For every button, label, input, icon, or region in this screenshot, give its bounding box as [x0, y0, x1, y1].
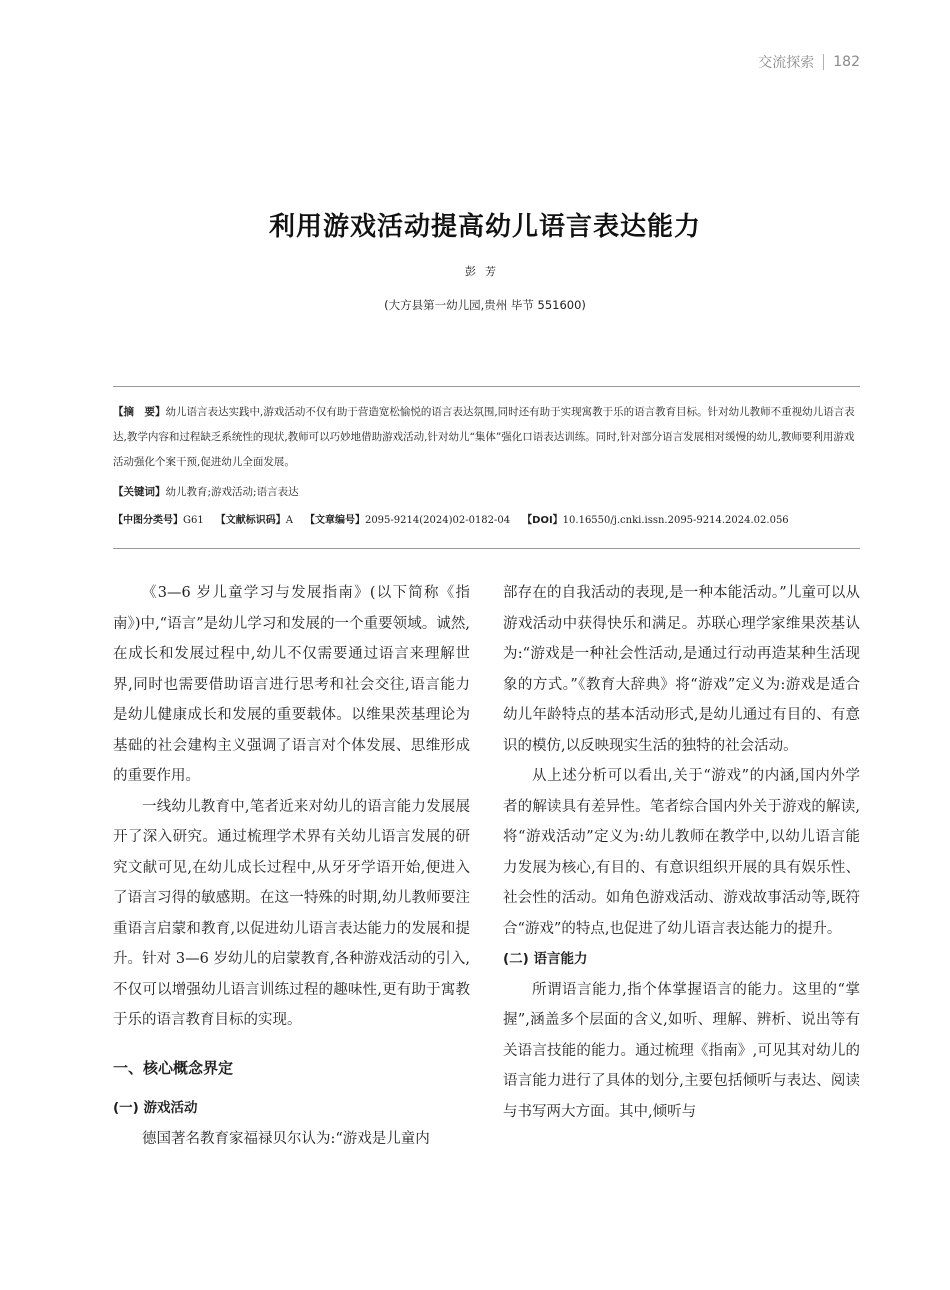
- left-column: [113, 578, 470, 1154]
- article-number-value: 2095-9214(2024)02-0182-04: [364, 515, 511, 526]
- classification-line: [113, 508, 873, 533]
- header-divider: [823, 54, 824, 70]
- right-column: [503, 578, 860, 1127]
- subsection-heading: (一) 游戏活动: [113, 1100, 198, 1116]
- abstract-label: 【摘 要】: [113, 406, 166, 418]
- keywords-label: 【关键词】: [113, 486, 166, 498]
- paragraph: 德国著名教育家福禄贝尔认为:“游戏是儿童内: [142, 1130, 430, 1147]
- doi-label: 【DOI】: [522, 515, 563, 526]
- author-name: 彭芳: [465, 265, 505, 278]
- paragraph: 一线幼儿教育中,笔者近来对幼儿的语言能力发展展开了深入研究。通过梳理学术界有关幼儿语言发展的研究文献可见,在幼儿成长过程中,从牙牙学语开始,便进入了语言习得的敏感期。在这一特殊的时期,幼儿教师要注重语言启蒙和教育,以促进幼儿语言表达能力的发展和提升。针对 3—6 岁幼儿的启蒙教育,各种游戏活动的引入,不仅可以增强幼儿语言训练过程的趣味性,更有助于寓教于乐的语言教育目标的实现。: [113, 798, 470, 1028]
- section-heading: 一、核心概念界定: [113, 1058, 234, 1077]
- page-number: 182: [833, 54, 860, 70]
- doi-value: 10.16550/j.cnki.issn.2095-9214.2024.02.056: [562, 515, 789, 526]
- bottom-divider: [113, 548, 860, 549]
- clc-value: G61: [183, 515, 204, 526]
- running-header: [758, 52, 860, 72]
- paragraph: 部存在的自我活动的表现,是一种本能活动。”儿童可以从游戏活动中获得快乐和满足。苏联心理学家维果茨基认为:“游戏是一种社会性活动,是通过行动再造某种生活现象的方式。”《教育大辞典》将“游戏”定义为:游戏是适合幼儿年龄特点的基本活动形式,是幼儿通过有目的、有意识的模仿,以反映现实生活的独特的社会活动。: [503, 585, 860, 754]
- paragraph: 从上述分析可以看出,关于“游戏”的内涵,国内外学者的解读具有差异性。笔者综合国内外关于游戏的解读,将“游戏活动”定义为:幼儿教师在教学中,以幼儿语言能力发展为核心,有目的、有意识组织开展的具有娱乐性、社会性的活动。如角色游戏活动、游戏故事活动等,既符合“游戏”的特点,也促进了幼儿语言表达能力的提升。: [503, 768, 860, 937]
- section-name: 交流探索: [758, 55, 815, 71]
- subsection-heading: (二) 语言能力: [503, 951, 588, 967]
- abstract: [113, 400, 860, 475]
- author-affiliation: (大方县第一幼儿园,贵州 毕节 551600): [384, 298, 586, 312]
- article-title: 利用游戏活动提高幼儿语言表达能力: [268, 212, 701, 242]
- keywords-text: 幼儿教育;游戏活动;语言表达: [165, 486, 299, 498]
- clc-label: 【中图分类号】: [113, 515, 183, 526]
- doc-code-value: A: [285, 515, 293, 526]
- doc-code-label: 【文献标识码】: [215, 515, 286, 526]
- article-number-label: 【文章编号】: [304, 515, 365, 526]
- paragraph: 《3—6 岁儿童学习与发展指南》(以下简称《指南》)中,“语言”是幼儿学习和发展的一个重要领域。诚然,在成长和发展过程中,幼儿不仅需要通过语言来理解世界,同时也需要借助语言进行思考和社会交往,语言能力是幼儿健康成长和发展的重要载体。以维果茨基理论为基础的社会建构主义强调了语言对个体发展、思维形成的重要作用。: [113, 585, 470, 784]
- abstract-text: 幼儿语言表达实践中,游戏活动不仅有助于营造宽松愉悦的语言表达氛围,同时还有助于实现寓教于乐的语言教育目标。针对幼儿教师不重视幼儿语言表达,教学内容和过程缺乏系统性的现状,教师可以巧妙地借助游戏活动,针对幼儿“集体”强化口语表达训练。同时,针对部分语言发展相对缓慢的幼儿,教师要利用游戏活动强化个案干预,促进幼儿全面发展。: [113, 406, 855, 468]
- keywords: [113, 480, 860, 505]
- paragraph: 所谓语言能力,指个体掌握语言的能力。这里的“掌握”,涵盖多个层面的含义,如听、理解、辨析、说出等有关语言技能的能力。通过梳理《指南》,可见其对幼儿的语言能力进行了具体的划分,主要包括倾听与表达、阅读与书写两大方面。其中,倾听与: [503, 981, 860, 1120]
- top-divider: [113, 386, 860, 387]
